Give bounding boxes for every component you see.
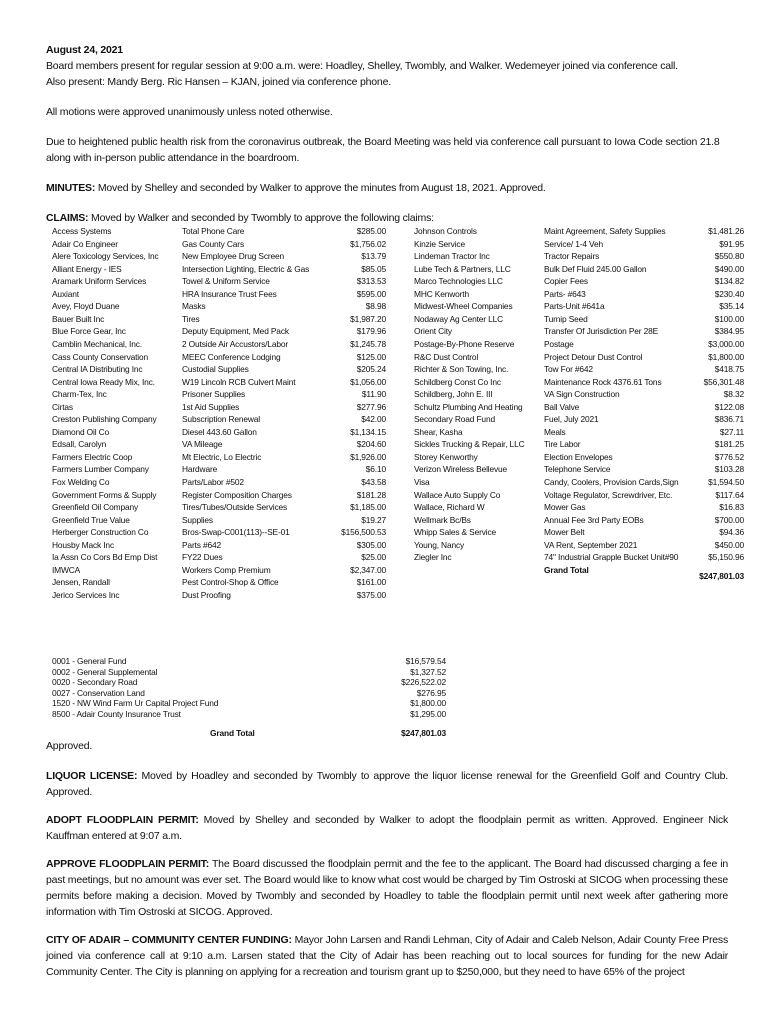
fund-grand-total-value: $247,801.03 [401, 727, 446, 738]
claim-description: Tires [182, 313, 200, 324]
fund-row [52, 667, 452, 677]
claim-vendor: Farmers Electric Coop [52, 451, 133, 462]
claim-description: Ball Valve [544, 401, 580, 412]
fund-name: 0020 - Secondary Road [52, 677, 138, 688]
claim-amount: $375.00 [356, 589, 386, 600]
claim-vendor: Sickles Trucking & Repair, LLC [414, 439, 525, 450]
claim-description: New Employee Drug Screen [182, 251, 285, 262]
claim-vendor: Government Forms & Supply [52, 489, 157, 500]
claim-vendor: Auxiant [52, 288, 79, 299]
claim-vendor: Lindeman Tractor Inc [414, 251, 490, 262]
claim-description: Turnip Seed [544, 313, 588, 324]
claim-description: Workers Comp Premium [182, 564, 271, 575]
claim-description: 74" Industrial Grapple Bucket Unit#90 [544, 552, 679, 563]
adopt-floodplain-text: Moved by Shelley and seconded by Walker to adopt the floodplain permit as written. Approved. Engineer Nick Kauffman entered at 9:07 a.m. [46, 814, 728, 842]
claim-amount: $156,500.53 [341, 527, 386, 538]
claim-vendor: Whipp Sales & Service [414, 527, 497, 538]
claim-vendor: Charm-Tex, Inc [52, 389, 107, 400]
claim-vendor: Secondary Road Fund [414, 414, 495, 425]
claim-description: Copier Fees [544, 276, 588, 287]
claim-vendor: Ia Assn Co Cors Bd Emp Dist [52, 552, 158, 563]
adair-text: Mayor John Larsen and Randi Lehman, City of Adair and Caleb Nelson, Adair County Free Press joined via conference call at 9:10 a.m. Larsen stated that the City of Adair has been reaching out to local sources for funding for the new Adair Community Center. The City is planning on applying for a recreation and tourism grant up to $250,000, but they need to have 65% of the project [46, 934, 728, 978]
claim-description: Candy, Coolers, Provision Cards,Sign [544, 477, 679, 487]
claim-amount: $418.75 [714, 364, 744, 375]
claim-vendor: Midwest-Wheel Companies [414, 301, 513, 312]
claim-amount: $8.98 [365, 301, 386, 312]
claim-vendor: Young, Nancy [414, 539, 465, 550]
claim-vendor: Edsall, Carolyn [52, 439, 107, 450]
approve-floodplain-label: APPROVE FLOODPLAIN PERMIT: [46, 858, 210, 870]
claim-description: Fuel, July 2021 [544, 414, 599, 425]
claim-amount: $550.80 [714, 251, 744, 262]
claim-vendor: Wallace Auto Supply Co [414, 489, 501, 500]
claims-text: Moved by Walker and seconded by Twombly to approve the following claims: [88, 212, 434, 224]
claim-amount: $5,150.96 [708, 552, 744, 563]
claim-amount: $384.95 [714, 326, 744, 337]
claim-amount: $100.00 [714, 313, 744, 324]
claim-vendor: IMWCA [52, 564, 81, 575]
claim-amount: $1,481.26 [708, 226, 744, 236]
claim-vendor: Jerico Services Inc [52, 589, 120, 600]
claim-description: Tractor Repairs [544, 251, 600, 262]
liquor-text: Moved by Hoadley and seconded by Twombly to approve the liquor license renewal for the Greenfield Golf and Country Club. Approved. [46, 770, 729, 798]
claim-amount: $85.05 [361, 263, 386, 274]
claim-description: Project Detour Dust Control [544, 351, 643, 362]
claim-amount: $836.71 [714, 414, 744, 425]
claim-vendor: Housby Mack Inc [52, 539, 114, 550]
claim-description: VA Mileage [182, 439, 223, 450]
claim-vendor: Aramark Uniform Services [52, 276, 147, 287]
claim-amount: $125.00 [356, 351, 386, 362]
claim-description: Towel & Uniform Service [182, 276, 270, 287]
claim-description: Pest Control-Shop & Office [182, 577, 279, 588]
motions-note: All motions were approved unanimously unless noted otherwise. [46, 106, 333, 118]
claim-vendor: Alliant Energy - IES [52, 263, 122, 274]
claim-amount: $305.00 [356, 539, 386, 550]
fund-row [52, 677, 452, 687]
claim-vendor: Farmers Lumber Company [52, 464, 149, 475]
minutes-paragraph [46, 180, 728, 196]
claim-vendor: Central IA Distributing Inc [52, 364, 143, 375]
claim-description: Mower Belt [544, 527, 585, 538]
claims-approved: Approved. [46, 740, 93, 752]
claim-vendor: R&C Dust Control [414, 351, 479, 362]
fund-amount: $226,522.02 [401, 677, 446, 688]
claim-vendor: MHC Kenworth [414, 288, 469, 299]
claim-description: HRA Insurance Trust Fees [182, 288, 277, 299]
claim-description: Intersection Lighting, Electric & Gas [182, 263, 310, 274]
claim-amount: $2,347.00 [350, 564, 386, 575]
claim-description: FY22 Dues [182, 552, 223, 563]
claim-vendor: Marco Technologies LLC [414, 276, 503, 287]
claim-description: Meals [544, 426, 566, 437]
claim-amount: $595.00 [356, 288, 386, 299]
claim-description: Transfer Of Jurisdiction Per 28E [544, 326, 659, 337]
claim-description: Parts-Unit #641a [544, 301, 605, 312]
fund-row [52, 656, 452, 666]
claim-vendor: Wallace, Richard W [414, 502, 485, 513]
claim-vendor: Greenfield True Value [52, 514, 130, 525]
claim-vendor: Schildberg Const Co Inc [414, 376, 501, 387]
claim-amount: $700.00 [714, 514, 744, 525]
claim-vendor: Jensen, Randall [52, 577, 110, 588]
claim-vendor: Schultz Plumbing And Heating [414, 401, 523, 412]
claim-description: Telephone Service [544, 464, 611, 475]
fund-row [52, 688, 452, 698]
fund-amount: $16,579.54 [405, 656, 446, 666]
claim-description: Register Composition Charges [182, 489, 292, 500]
claim-amount: $1,756.02 [350, 238, 386, 249]
fund-name: 0001 - General Fund [52, 656, 127, 666]
claim-description: Custodial Supplies [182, 364, 249, 375]
claim-amount: $450.00 [714, 539, 744, 550]
claim-amount: $181.25 [714, 439, 744, 450]
claim-description: Diesel 443.60 Gallon [182, 426, 257, 437]
claim-vendor: Schildberg, John E. III [414, 389, 493, 400]
claim-description: Tires/Tubes/Outside Services [182, 502, 288, 513]
claim-amount: $8.32 [723, 389, 744, 400]
claim-amount: $43.58 [361, 477, 386, 487]
adopt-floodplain-paragraph [46, 812, 728, 844]
claim-vendor: Richter & Son Towing, Inc. [414, 364, 509, 375]
claim-amount: $313.53 [356, 276, 386, 287]
claim-vendor: Nodaway Ag Center LLC [414, 313, 504, 324]
claim-description: Dust Proofing [182, 589, 231, 600]
fund-name: 0027 - Conservation Land [52, 687, 145, 698]
adopt-floodplain-label: ADOPT FLOODPLAIN PERMIT: [46, 814, 199, 826]
fund-amount: $276.95 [416, 687, 446, 698]
claim-vendor: Diamond Oil Co [52, 426, 110, 437]
claim-description: Service/ 1-4 Veh [544, 238, 604, 249]
claim-vendor: Ziegler Inc [414, 552, 452, 563]
claim-amount: $11.90 [361, 389, 386, 400]
claim-vendor: Creston Publishing Company [52, 414, 157, 425]
claim-amount: $91.95 [719, 238, 744, 249]
claim-description: Mt Electric, Lo Electric [182, 451, 262, 462]
claim-vendor: Johnson Controls [414, 226, 477, 236]
approve-floodplain-paragraph [46, 856, 728, 920]
claim-description: Parts- #643 [544, 288, 586, 299]
claim-amount: $1,245.78 [350, 338, 386, 349]
claim-vendor: Bauer Built Inc [52, 313, 105, 324]
claim-amount: $490.00 [714, 263, 744, 274]
claim-amount: $1,594.50 [708, 477, 744, 487]
claim-vendor: Greenfield Oil Company [52, 502, 139, 513]
claim-amount: $1,185.00 [350, 502, 386, 513]
adair-paragraph [46, 932, 728, 980]
claim-vendor: Orient City [414, 326, 452, 337]
claim-description: Hardware [182, 464, 218, 475]
claim-description: 1st Aid Supplies [182, 401, 240, 412]
fund-name: 1520 - NW Wind Farm Ur Capital Project Fund [52, 698, 219, 709]
claim-description: 2 Outside Air Accustors/Labor [182, 338, 288, 349]
fund-amount: $1,295.00 [410, 709, 446, 719]
claim-vendor: Visa [414, 477, 430, 487]
claim-vendor: Blue Force Gear, Inc [52, 326, 126, 337]
claim-amount: $27.11 [719, 426, 744, 437]
claim-description: Annual Fee 3rd Party EOBs [544, 514, 644, 525]
claim-description: Bulk Def Fluid 245.00 Gallon [544, 263, 647, 274]
claim-vendor: Shear, Kasha [414, 426, 463, 437]
claim-amount: $1,134.15 [350, 426, 386, 437]
claim-description: Bros-Swap-C001(113)--SE-01 [182, 527, 290, 538]
claim-amount: $1,926.00 [350, 451, 386, 462]
claim-amount: $16.83 [719, 502, 744, 513]
claim-description: Parts/Labor #502 [182, 477, 244, 487]
claim-amount: $42.00 [361, 414, 386, 425]
also-present: Also present: Mandy Berg. Ric Hansen – KJAN, joined via conference phone. [46, 76, 391, 88]
claim-amount: $776.52 [714, 451, 744, 462]
claim-amount: $134.82 [714, 276, 744, 287]
claims-grand-total-label: Grand Total [544, 564, 589, 575]
liquor-paragraph [46, 768, 728, 800]
claim-amount: $35.14 [719, 301, 744, 312]
claims-label: CLAIMS: [46, 212, 89, 224]
minutes-text: Moved by Shelley and seconded by Walker to approve the minutes from August 18, 2021. Approved. [95, 182, 546, 194]
claim-description: Masks [182, 301, 206, 312]
claim-amount: $205.24 [356, 364, 386, 375]
claim-vendor: Access Systems [52, 226, 112, 236]
covid-note: Due to heightened public health risk from the coronavirus outbreak, the Board Meeting was held via conference call pursuant to Iowa Code section 21.8 along with in-person public attendance in the boardroom. [46, 136, 720, 164]
claim-description: Mower Gas [544, 502, 586, 513]
claim-description: Election Envelopes [544, 451, 613, 462]
claim-amount: $122.08 [714, 401, 744, 412]
claim-description: Maint Agreement, Safety Supplies [544, 226, 666, 236]
claim-description: VA Sign Construction [544, 389, 620, 400]
claims-grand-total-value: $247,801.03 [699, 570, 744, 581]
claim-description: Total Phone Care [182, 226, 245, 236]
claim-amount: $204.60 [356, 439, 386, 450]
claim-vendor: Storey Kenworthy [414, 451, 478, 462]
minutes-label: MINUTES: [46, 182, 96, 194]
claim-amount: $230.40 [714, 288, 744, 299]
meeting-date: August 24, 2021 [46, 44, 123, 56]
claim-vendor: Kinzie Service [414, 238, 465, 249]
claim-vendor: Postage-By-Phone Reserve [414, 338, 515, 349]
fund-name: 8500 - Adair County Insurance Trust [52, 709, 181, 719]
claim-amount: $13.79 [361, 251, 386, 262]
claim-amount: $1,800.00 [708, 351, 744, 362]
claim-description: Voltage Regulator, Screwdriver, Etc. [544, 489, 673, 500]
fund-name: 0002 - General Supplemental [52, 666, 158, 677]
fund-grand-total-label: Grand Total [210, 727, 255, 738]
claim-amount: $25.00 [361, 552, 386, 563]
claim-description: Supplies [182, 514, 213, 525]
claim-amount: $161.00 [356, 577, 386, 588]
claim-vendor: Cass County Conservation [52, 351, 149, 362]
claim-amount: $179.96 [356, 326, 386, 337]
claim-vendor: Herberger Construction Co [52, 527, 149, 538]
adair-label: CITY OF ADAIR – COMMUNITY CENTER FUNDING: [46, 934, 292, 946]
claim-vendor: Verizon Wireless Bellevue [414, 464, 508, 475]
claim-amount: $56,301.48 [703, 376, 744, 387]
claim-description: VA Rent, September 2021 [544, 539, 638, 550]
members-present: Board members present for regular session at 9:00 a.m. were: Hoadley, Shelley, Twombly, and Walker. Wedemeyer joined via conference call. [46, 60, 678, 72]
claim-description: Prisoner Supplies [182, 389, 246, 400]
claim-amount: $6.10 [365, 464, 386, 475]
claim-amount: $117.64 [715, 489, 744, 500]
claim-description: Deputy Equipment, Med Pack [182, 326, 289, 337]
claim-vendor: Adair Co Engineer [52, 238, 118, 249]
fund-amount: $1,327.52 [410, 666, 446, 677]
claim-description: MEEC Conference Lodging [182, 351, 281, 362]
claim-amount: $3,000.00 [708, 338, 744, 349]
claim-vendor: Avey, Floyd Duane [52, 301, 120, 312]
fund-row [52, 698, 452, 708]
claim-amount: $277.96 [356, 401, 386, 412]
claim-vendor: Alere Toxicology Services, Inc [52, 251, 159, 262]
claim-description: Postage [544, 338, 574, 349]
claim-amount: $19.27 [361, 514, 386, 525]
claim-amount: $181.28 [356, 489, 386, 500]
claims-paragraph [46, 210, 728, 226]
claim-description: Parts #642 [182, 539, 222, 550]
claim-vendor: Lube Tech & Partners, LLC [414, 263, 511, 274]
claim-amount: $1,056.00 [350, 376, 386, 387]
claim-amount: $94.36 [719, 527, 744, 538]
liquor-label: LIQUOR LICENSE: [46, 770, 138, 782]
claim-vendor: Cirtas [52, 401, 73, 412]
claim-description: Subscription Renewal [182, 414, 261, 425]
claim-description: Maintenance Rock 4376.61 Tons [544, 376, 662, 387]
claim-amount: $1,987.20 [350, 313, 386, 324]
claim-vendor: Fox Welding Co [52, 477, 110, 487]
approve-floodplain-text: The Board discussed the floodplain permit and the fee to the applicant. The Board had discussed charging a fee in past meetings, but no amount was ever set. The Board would like to know what cost would be charged by Tim Ostroski at SICOG when processing these permits before making a decision. Moved by Twombly and seconded by Hoadley to table the floodplain permit until next week after gathering more information with Tim Ostroski at SICOG. Approved. [46, 858, 728, 918]
claim-description: Gas County Cars [182, 238, 244, 249]
claim-description: W19 Lincoln RCB Culvert Maint [182, 376, 296, 387]
fund-amount: $1,800.00 [410, 698, 446, 709]
claim-amount: $103.28 [714, 464, 744, 475]
claim-amount: $285.00 [356, 226, 386, 236]
claim-description: Tow For #642 [544, 364, 593, 375]
fund-row [52, 709, 452, 719]
claim-description: Tire Labor [544, 439, 581, 450]
claim-vendor: Camblin Mechanical, Inc. [52, 338, 142, 349]
claim-vendor: Wellmark Bc/Bs [414, 514, 471, 525]
claim-vendor: Central Iowa Ready Mix, Inc. [52, 376, 155, 387]
